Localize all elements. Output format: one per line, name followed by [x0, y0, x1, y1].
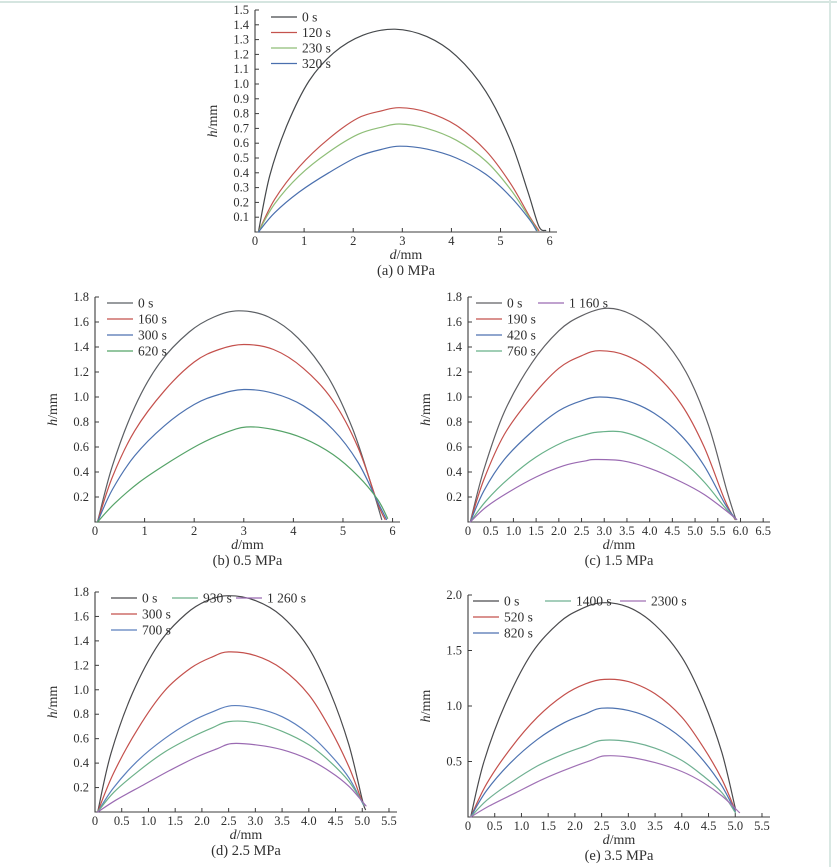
x-tick-label: 1.0	[513, 819, 530, 833]
chart-caption: (e) 3.5 MPa	[584, 848, 654, 864]
chart-b	[33, 287, 415, 573]
legend-item-1400-s	[545, 594, 612, 609]
legend-label: 120 s	[302, 25, 331, 40]
series-2300-s	[471, 756, 740, 817]
y-tick-label: 0.8	[73, 415, 89, 429]
x-tick-label: 4.0	[673, 819, 690, 833]
y-tick-label: 0.5	[233, 151, 249, 165]
page-border-right	[829, 0, 831, 867]
x-tick-label: 3	[399, 234, 406, 248]
x-tick-label: 4.5	[327, 814, 344, 828]
legend-item-0-s	[473, 594, 519, 609]
chart-caption: (d) 2.5 MPa	[211, 843, 281, 859]
x-tick-label: 0	[464, 524, 472, 538]
legend-item-0-s	[107, 296, 153, 311]
chart-e	[406, 580, 796, 867]
x-axis-label: d/mm	[229, 828, 263, 843]
x-tick-label: 1.5	[528, 524, 544, 538]
y-tick-label: 1.0	[73, 682, 89, 697]
legend-item-1-160-s	[538, 296, 608, 311]
y-tick-label: 0.7	[233, 121, 249, 136]
chart-e-canvas	[406, 580, 796, 867]
series-300-s	[98, 389, 387, 522]
y-tick-label: 0.2	[73, 490, 89, 504]
y-tick-label: 0.9	[233, 91, 249, 106]
legend-item-520-s	[473, 610, 533, 625]
legend-item-420-s	[476, 328, 536, 343]
legend-item-620-s	[107, 344, 167, 359]
legend-item-300-s	[107, 328, 167, 343]
x-tick-label: 3.5	[274, 814, 290, 828]
y-tick-label: 1.4	[446, 340, 462, 354]
y-tick-label: 1.4	[73, 633, 89, 648]
chart-caption: (b) 0.5 MPa	[212, 553, 283, 569]
series-120-s	[258, 108, 538, 232]
x-tick-label: 6	[389, 524, 396, 538]
y-tick-label: 1.8	[73, 290, 89, 304]
legend-label: 520 s	[504, 609, 533, 625]
y-tick-label: 0.6	[446, 440, 462, 454]
y-tick-label: 1.8	[73, 585, 89, 599]
chart-b-canvas	[33, 287, 415, 573]
legend	[271, 10, 331, 72]
x-axis-label: d/mm	[602, 538, 636, 553]
y-tick-label: 0.4	[73, 756, 89, 771]
x-tick-label: 3.0	[247, 814, 264, 828]
legend	[473, 594, 687, 641]
y-tick-label: 0.8	[233, 106, 249, 121]
x-tick-label: 1.5	[167, 814, 183, 828]
chart-d-canvas	[33, 580, 415, 865]
x-tick-label: 4	[290, 524, 297, 538]
legend-item-700-s	[111, 623, 171, 638]
x-tick-label: 2.5	[593, 819, 610, 833]
legend-label: 160 s	[138, 311, 167, 327]
y-tick-label: 1.0	[446, 699, 462, 713]
series-820-s	[471, 708, 736, 817]
legend	[107, 296, 167, 359]
x-axis-label: d/mm	[231, 538, 264, 553]
x-tick-label: 5.5	[381, 814, 397, 828]
legend-label: 230 s	[302, 40, 331, 56]
y-tick-label: 0.3	[233, 180, 249, 195]
series-620-s	[98, 427, 388, 522]
y-tick-label: 0.6	[73, 440, 89, 454]
legend-label: 820 s	[504, 625, 533, 641]
legend-label: 760 s	[507, 343, 536, 359]
chart-c	[406, 287, 796, 573]
x-tick-label: 3	[240, 524, 247, 538]
x-tick-label: 5.0	[354, 814, 371, 828]
x-tick-label: 3.5	[647, 819, 663, 833]
legend-item-190-s	[476, 312, 536, 327]
y-tick-label: 1.3	[233, 32, 249, 47]
x-tick-label: 0.5	[482, 524, 499, 538]
x-tick-label: 1.0	[505, 524, 522, 538]
legend-item-160-s	[107, 312, 167, 327]
chart-c-canvas	[406, 287, 796, 573]
legend-label: 0 s	[504, 593, 520, 609]
chart-a	[193, 0, 571, 280]
y-tick-label: 0.6	[73, 731, 89, 746]
x-tick-label: 2	[350, 234, 357, 248]
series-230-s	[258, 124, 537, 232]
legend-label: 300 s	[138, 327, 167, 343]
legend-label: 1 260 s	[267, 590, 307, 606]
x-tick-label: 5.5	[709, 524, 726, 538]
y-tick-label: 0.4	[446, 465, 462, 479]
chart-caption: (a) 0 MPa	[377, 263, 435, 279]
y-axis-label: h/mm	[206, 104, 221, 138]
axes	[95, 592, 397, 812]
y-tick-label: 1.2	[446, 365, 462, 379]
x-tick-label: 5	[497, 234, 504, 248]
legend-label: 0 s	[302, 9, 318, 25]
x-axis-label: d/mm	[602, 833, 636, 848]
series-320-s	[258, 146, 536, 232]
legend-item-1-260-s	[236, 591, 306, 606]
chart-caption: (c) 1.5 MPa	[584, 553, 654, 569]
x-tick-label: 0	[251, 234, 259, 248]
x-tick-label: 0.5	[113, 814, 130, 828]
legend-label: 0 s	[142, 590, 158, 606]
y-tick-label: 0.4	[233, 165, 249, 180]
x-tick-label: 0.5	[486, 819, 503, 833]
x-tick-label: 2.5	[573, 524, 590, 538]
legend-label: 1 160 s	[569, 295, 609, 311]
legend-item-2300-s	[620, 594, 687, 609]
series-760-s	[470, 431, 736, 522]
x-tick-label: 0	[91, 814, 99, 828]
y-tick-label: 1.4	[233, 17, 249, 32]
legend-item-320-s	[271, 56, 331, 71]
legend-item-300-s	[111, 607, 171, 622]
x-tick-label: 2.0	[551, 524, 567, 538]
x-tick-label: 1	[141, 524, 148, 538]
series-160-s	[98, 345, 386, 523]
legend-label: 420 s	[507, 327, 536, 343]
x-tick-label: 1.5	[540, 819, 556, 833]
y-tick-label: 0.8	[73, 707, 89, 722]
y-axis-label: h/mm	[46, 685, 61, 719]
x-tick-label: 2	[191, 524, 198, 538]
x-axis-label: d/mm	[389, 248, 423, 263]
legend-item-0-s	[271, 10, 317, 25]
x-tick-label: 2.0	[567, 819, 583, 833]
y-tick-label: 0.8	[446, 415, 462, 429]
y-tick-label: 1.4	[73, 340, 89, 354]
series-1-160-s	[470, 459, 737, 522]
y-tick-label: 1.6	[73, 609, 89, 624]
y-tick-label: 1.6	[73, 315, 89, 329]
legend-item-760-s	[476, 344, 536, 359]
legend-item-230-s	[271, 41, 331, 56]
series-1-260-s	[98, 743, 366, 812]
x-tick-label: 3.0	[620, 819, 637, 833]
y-tick-label: 0.1	[233, 210, 249, 225]
y-tick-label: 0.6	[233, 136, 249, 151]
y-tick-label: 1.5	[233, 3, 249, 17]
x-tick-label: 0	[91, 524, 99, 538]
legend-label: 700 s	[142, 622, 171, 638]
y-tick-label: 1.5	[446, 643, 462, 658]
x-tick-label: 2.0	[194, 814, 210, 828]
x-tick-label: 3.0	[596, 524, 613, 538]
y-tick-label: 0.2	[446, 490, 462, 504]
legend-label: 0 s	[507, 295, 523, 311]
y-tick-label: 1.6	[446, 315, 462, 329]
legend-item-120-s	[271, 25, 331, 40]
series-190-s	[470, 351, 735, 522]
x-tick-label: 5.0	[727, 819, 744, 833]
x-tick-label: 1.0	[140, 814, 157, 828]
x-tick-label: 1	[300, 234, 308, 248]
legend-label: 2300 s	[651, 593, 687, 609]
x-tick-label: 6	[546, 234, 553, 248]
x-tick-label: 4.5	[700, 819, 717, 833]
legend-item-820-s	[473, 626, 533, 641]
x-tick-label: 0	[464, 819, 472, 833]
x-tick-label: 4	[448, 234, 455, 248]
legend-label: 300 s	[142, 606, 171, 622]
legend-item-0-s	[111, 591, 157, 606]
x-tick-label: 4.0	[641, 524, 658, 538]
legend-label: 320 s	[302, 56, 331, 71]
chart-a-canvas	[193, 0, 571, 280]
chart-d	[33, 580, 415, 865]
x-tick-label: 5.5	[754, 819, 770, 833]
y-tick-label: 1.2	[73, 658, 89, 673]
x-tick-label: 5.0	[687, 524, 703, 538]
series-520-s	[471, 679, 736, 817]
y-axis-label: h/mm	[46, 393, 61, 426]
y-tick-label: 1.2	[233, 47, 249, 62]
legend-label: 190 s	[507, 311, 536, 327]
y-tick-label: 1.0	[446, 390, 462, 404]
legend-label: 620 s	[138, 343, 167, 359]
legend-label: 0 s	[138, 295, 154, 311]
legend-label: 1400 s	[576, 593, 612, 609]
x-tick-label: 5	[339, 524, 347, 538]
y-tick-label: 0.2	[73, 780, 89, 795]
x-tick-label: 2.5	[220, 814, 237, 828]
y-tick-label: 1.8	[446, 290, 462, 304]
legend	[111, 591, 306, 638]
y-tick-label: 1.0	[73, 390, 89, 404]
y-tick-label: 2.0	[446, 588, 462, 602]
x-tick-label: 6.5	[755, 524, 772, 538]
y-tick-label: 0.5	[446, 754, 462, 769]
x-tick-label: 3.5	[619, 524, 635, 538]
series-930-s	[98, 721, 364, 812]
y-axis-label: h/mm	[419, 393, 434, 426]
x-tick-label: 4.5	[664, 524, 681, 538]
y-tick-label: 0.4	[73, 465, 89, 479]
legend-item-0-s	[476, 296, 522, 311]
x-tick-label: 4.0	[300, 814, 317, 828]
y-axis-label: h/mm	[419, 689, 434, 723]
y-tick-label: 0.2	[233, 195, 249, 210]
legend-label: 930 s	[203, 590, 232, 606]
series-0-s	[98, 596, 366, 812]
y-tick-label: 1.1	[233, 62, 249, 77]
y-tick-label: 1.0	[233, 77, 249, 91]
x-tick-label: 6.0	[732, 524, 749, 538]
y-tick-label: 1.2	[73, 365, 89, 379]
